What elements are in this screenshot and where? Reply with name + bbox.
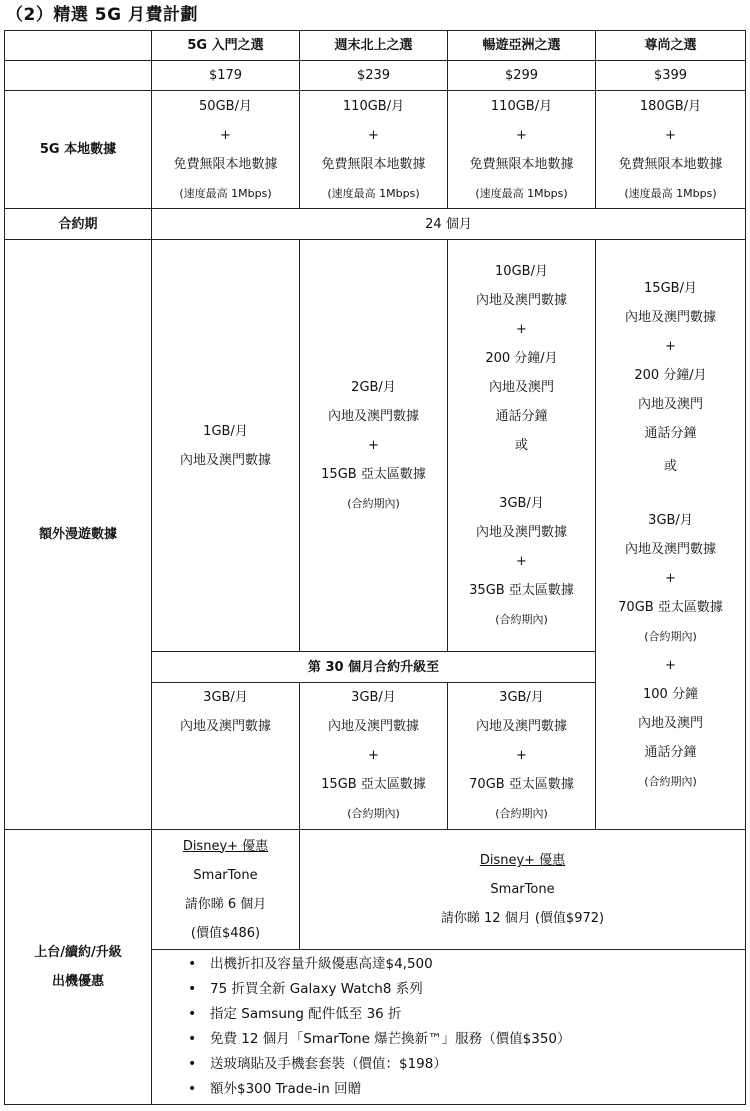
- list-item: • 免費 12 個月「SmarTone 爆芒換新™」服務（價值$350）: [188, 1027, 745, 1052]
- list-item: • 75 折買全新 Galaxy Watch8 系列: [188, 977, 745, 1002]
- contract-label: 合約期: [5, 209, 152, 240]
- plan-name: 週末北上之選: [300, 31, 448, 61]
- local-data-cell: 110GB/月 + 免費無限本地數據 (速度最高 1Mbps): [448, 91, 596, 209]
- price-row: [5, 61, 746, 91]
- offers-bullets-cell: [152, 950, 746, 1105]
- local-data-cell: 110GB/月 + 免費無限本地數據 (速度最高 1Mbps): [300, 91, 448, 209]
- disney-offer-12-months: Disney+ 優惠 SmarTone 請你睇 12 個月 (價值$972): [300, 830, 746, 950]
- offers-bullet-list: [152, 952, 745, 1102]
- roaming-cell-plan4: 15GB/月 內地及澳門數據 + 200 分鐘/月 內地及澳門 通話分鐘 或 3GB/月 內地及澳門數據 + 70GB 亞太區數據 (合約期內) + 100 分鐘 內地及澳門 通話分鐘 (合約期內): [596, 240, 746, 830]
- offers-label: 上台/續約/升級 出機優惠: [5, 830, 152, 1105]
- plan-name: 5G 入門之選: [152, 31, 300, 61]
- list-item: • 額外$300 Trade-in 回贈: [188, 1077, 745, 1102]
- roaming-row: [5, 240, 746, 652]
- plan-price: $299: [448, 61, 596, 91]
- upgrade-cell-plan3: 3GB/月 內地及澳門數據 + 70GB 亞太區數據 (合約期內): [448, 683, 596, 830]
- upgrade-cell-plan2: 3GB/月 內地及澳門數據 + 15GB 亞太區數據 (合約期內): [300, 683, 448, 830]
- corner-cell: [5, 31, 152, 61]
- plan-name-row: [5, 31, 746, 61]
- local-data-label: 5G 本地數據: [5, 91, 152, 209]
- contract-value: 24 個月: [152, 209, 746, 240]
- plan-price: $239: [300, 61, 448, 91]
- list-item: • 出機折扣及容量升級優惠高達$4,500: [188, 952, 745, 977]
- upgrade-cell-plan1: 3GB/月 內地及澳門數據: [152, 683, 300, 830]
- contract-row: [5, 209, 746, 240]
- local-data-row: [5, 91, 746, 209]
- offers-row: [5, 830, 746, 950]
- upgrade-header: 第 30 個月合約升級至: [152, 652, 596, 683]
- roaming-cell-plan3: 10GB/月 內地及澳門數據 + 200 分鐘/月 內地及澳門 通話分鐘 或 3GB/月 內地及澳門數據 + 35GB 亞太區數據 (合約期內): [448, 240, 596, 652]
- roaming-label: 額外漫遊數據: [5, 240, 152, 830]
- plan-table: [4, 30, 746, 1105]
- list-item: • 指定 Samsung 配件低至 36 折: [188, 1002, 745, 1027]
- plan-price: $399: [596, 61, 746, 91]
- roaming-cell-plan1: 1GB/月 內地及澳門數據: [152, 240, 300, 652]
- disney-offer-6-months: Disney+ 優惠 SmarTone 請你睇 6 個月 (價值$486): [152, 830, 300, 950]
- page-title: （2）精選 5G 月費計劃: [6, 5, 198, 25]
- local-data-cell: 180GB/月 + 免費無限本地數據 (速度最高 1Mbps): [596, 91, 746, 209]
- list-item: • 送玻璃貼及手機套套裝（價值：$198）: [188, 1052, 745, 1077]
- plan-name: 暢遊亞洲之選: [448, 31, 596, 61]
- roaming-cell-plan2: 2GB/月 內地及澳門數據 + 15GB 亞太區數據 (合約期內): [300, 240, 448, 652]
- plan-name: 尊尚之選: [596, 31, 746, 61]
- local-data-cell: 50GB/月 + 免費無限本地數據 (速度最高 1Mbps): [152, 91, 300, 209]
- plan-price: $179: [152, 61, 300, 91]
